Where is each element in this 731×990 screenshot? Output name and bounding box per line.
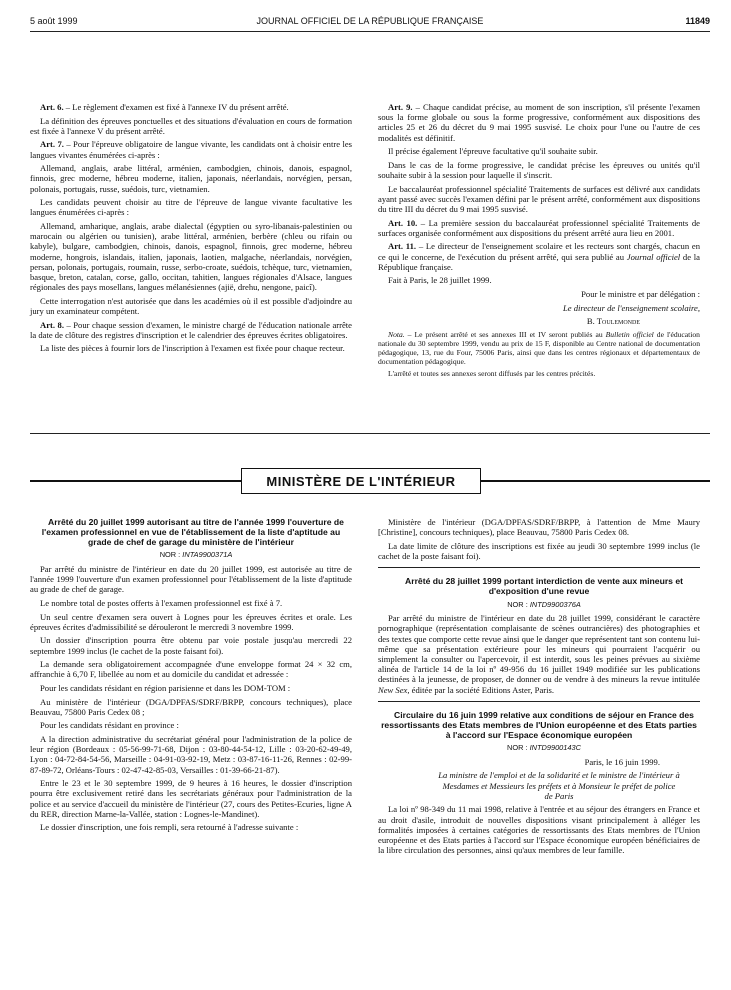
- article-8-heading: Art. 8.: [40, 319, 64, 330]
- article-6-body: – Le règlement d'examen est fixé à l'annexe IV du présent arrêté.: [63, 102, 289, 112]
- header-journal-title: JOURNAL OFFICIEL DE LA RÉPUBLIQUE FRANÇAISE: [256, 16, 484, 26]
- decree-20-july-paragraph-10: Entre le 23 et le 30 septembre 1999, de 9 heures à 16 heures, le dossier d'inscription pourra être exclusivement retiré dans les secrétariats généraux pour l'administration de la police et au service d'accueil du ministère de l'intérieur (27, cours des Petites-Ecuries, ligne A du RER, direction Marne-la-Vallée, station : Lognes-le-Mandinet).: [30, 778, 352, 819]
- article-9-paragraph-4: Le baccalauréat professionnel spécialité Traitements de surfaces est délivré aux candidats ayant passé avec succès l'examen défini par le présent arrêté, conformément aux dispositions du titre III du décret du 9 mai 1995 susvisé.: [378, 183, 700, 214]
- article-9-paragraph-3: Dans le cas de la forme progressive, le candidat précise les épreuves ou unités qu'il souhaite subir à la session pour laquelle il s'inscrit.: [378, 159, 700, 180]
- header-date: 5 août 1999: [30, 16, 78, 26]
- ministry-heading-right-line: [481, 480, 710, 482]
- column-bottom-left: [30, 517, 352, 836]
- page-header: [30, 16, 710, 30]
- article-7-paragraph-5: Cette interrogation n'est autorisée que dans les académies où il est possible d'adjoindre au jury un examinateur compétent.: [30, 295, 352, 316]
- separator-1: [378, 567, 700, 568]
- decree-28-july-text-a: Par arrêté du ministre de l'intérieur en date du 28 juillet 1999, considérant le caractère pornographique (représentation complaisante de scènes outrancières) des photographies et des textes que comporte cette revue ainsi que le danger que représentent tant son contenu lui-même que sa présentation extérieure pour les mineurs qui pourraient l'acquérir ou simplement la consulter ou l'apercevoir, il est interdit, sous les peines prévues au sixième alinéa de l'article 14 de la loi nº 49-956 du 16 juillet 1949 modifiée sur les publications destinées à la jeunesse, de proposer, de donner ou de vendre à des mineurs la revue intitulée: [378, 613, 700, 685]
- circular-paragraph-1: La loi nº 98-349 du 11 mai 1998, relative à l'entrée et au séjour des étrangers en France et au droit d'asile, introduit de nouvelles dispositions visant principalement à alléger les formalités imposées à certaines catégories de ressortissants des Etats membres de l'Union européenne et des Etats parties à l'accord sur l'Espace économique européen bénéficiaires de la libre circulation des personnes, ainsi qu'aux membres de leur famille.: [378, 804, 700, 856]
- decree-20-july-paragraph-5: La demande sera obligatoirement accompagnée d'une enveloppe format 24 × 32 cm, affranchie à 6,70 F, libellée au nom et au domicile du candidat et adressée :: [30, 659, 352, 680]
- article-11-body-b: de la République française.: [378, 251, 700, 272]
- article-9-body: – Chaque candidat précise, au moment de son inscription, s'il présente l'examen sous la forme globale ou sous la forme progressive, conformément aux dispositions des articles 25 et 26 du décret du 9 mai 1995 susvisé. Le choix pour l'une ou l'autre de ces modalités est définitif.: [378, 102, 701, 143]
- nota-text-b: de l'éducation nationale du 30 septembre 1999, vendu au prix de 15 F, disponible au Centre national de documentation pédagogique, 13, rue du Four, 75006 Paris, ainsi que dans les centres régionaux et départementaux de documentation pédagogique.: [378, 329, 700, 366]
- article-6-heading: Art. 6.: [40, 102, 64, 112]
- signature-line-1: Pour le ministre et par délégation :: [581, 288, 700, 299]
- ministry-heading-left-line: [30, 480, 241, 482]
- article-6: [30, 102, 352, 112]
- decree-20-july-paragraph-2: Le nombre total de postes offerts à l'examen professionnel est fixé à 7.: [40, 597, 283, 608]
- nor-label: NOR :: [159, 550, 183, 560]
- article-10-heading: Art. 10.: [388, 217, 418, 228]
- article-7-body: – Pour l'épreuve obligatoire de langue vivante, les candidats ont à choisir entre les langues vivantes énumérées ci-après :: [30, 139, 353, 160]
- nor-label: NOR :: [507, 599, 530, 609]
- article-7-heading: Art. 7.: [40, 139, 64, 150]
- continued-paragraph-2: La date limite de clôture des inscriptions est fixée au jeudi 30 septembre 1999 inclus (le cachet de la poste faisant foi).: [378, 540, 700, 561]
- decree-28-july-text-b: , éditée par la société Editions Aster, Paris.: [407, 684, 555, 695]
- article-11-body-a: – Le directeur de l'enseignement scolaire et les recteurs sont chargés, chacun en ce qui le concerne, de l'exécution du présent arrêté, qui sera publié au: [378, 241, 700, 262]
- column-bottom-right: [378, 517, 700, 859]
- continued-paragraph-1: Ministère de l'intérieur (DGA/DPFAS/SDRF/BRPP, à l'attention de Mme Maury [Christine], concours techniques), place Beauvau, 75800 Paris Cedex 08.: [378, 517, 700, 538]
- decree-20-july-paragraph-8: Pour les candidats résidant en province :: [40, 720, 179, 731]
- article-11: [378, 241, 700, 272]
- article-7-optional-languages: Allemand, amharique, anglais, arabe dialectal (égyptien ou syro-libanais-palestinien ou marocain ou algérien ou tunisien), arabe littéral, arménien, berbère (chleu ou rifain ou kabyle), bulgare, cambodgien, chinois, danois, espagnol, finnois, grec moderne, hébreu moderne, hongrois, islandais, italien, japonais, laotien, malgache, néerlandais, norvégien, persan, polonais, portugais, roumain, russe, serbo-croate, suédois, tchèque, turc, vietnamien, basque, breton, catalan, corse, gallo, occitan, tahitien, langues régionales d'Alsace, langues régionales des pays mosellans, langues mélanésiennes (ajië, drehu, nengone, paicî).: [30, 220, 352, 293]
- nota-heading: Nota.: [388, 329, 405, 339]
- decree-20-july-nor: [30, 550, 352, 560]
- article-11-heading: Art. 11.: [388, 241, 417, 252]
- decree-28-july-paragraph-1: [378, 613, 700, 695]
- circular-16-june-nor: [378, 743, 700, 753]
- decree-28-july-title: Arrêté du 28 juillet 1999 portant interdiction de vente aux mineurs et d'exposition d'une revue: [405, 576, 683, 597]
- nota-paragraph-2: L'arrêté et toutes ses annexes seront diffusés par les centres précités.: [388, 369, 596, 379]
- decree-20-july-paragraph-1: Par arrêté du ministre de l'intérieur en date du 20 juillet 1999, est autorisée au titre de l'année 1999 l'ouverture d'un examen professionnel pour l'établissement de la liste d'aptitude au grade de chef de garage.: [30, 563, 352, 595]
- column-top-right: [378, 102, 700, 382]
- article-9: [378, 102, 700, 143]
- header-page-number: 11849: [685, 16, 710, 26]
- bulletin-officiel-reference: Bulletin officiel: [605, 329, 654, 339]
- nor-code: INTA9900371A: [182, 550, 233, 560]
- decree-20-july-paragraph-4: Un dossier d'inscription pourra être obtenu par voie postale jusqu'au mercredi 22 septembre 1999 inclus (le cachet de la poste faisant foi).: [30, 635, 352, 656]
- decree-20-july-paragraph-9: A la direction administrative du secrétariat général pour l'administration de la police de leur région (Bordeaux : 05-56-99-71-68, Dijon : 03-80-44-54-12, Lille : 03-20-62-49-49, Lyon : 04-72-84-54-56, Marseille : 04-91-03-92-19, Metz : 03-87-16-11-26, Rennes : 02-99-87-89-72, Orléans-Tours : 02-47-42-85-03, Versailles : 01-39-66-21-87).: [30, 733, 352, 775]
- decree-20-july-paragraph-6: Pour les candidats résidant en région parisienne et dans les DOM-TOM :: [40, 682, 291, 693]
- header-rule: [30, 31, 710, 32]
- article-7-paragraph-3: Les candidats peuvent choisir au titre de l'épreuve de langue vivante facultative les langues énumérées ci-après :: [30, 197, 352, 218]
- article-7: [30, 139, 352, 159]
- decree-28-july-nor: [378, 600, 700, 610]
- ministry-heading: [241, 468, 481, 494]
- separator-2: [378, 701, 700, 702]
- article-10-body: – La première session du baccalauréat professionnel spécialité Traitements de surfaces organisée conformément aux dispositions du présent arrêté aura lieu en 2001.: [378, 217, 700, 238]
- article-10: [378, 218, 700, 238]
- article-9-heading: Art. 9.: [388, 102, 413, 112]
- column-top-left: [30, 102, 352, 357]
- nota-text-a: – Le présent arrêté et ses annexes III et IV seront publiés au: [404, 329, 606, 339]
- nor-code: INTD9900143C: [529, 743, 581, 753]
- circular-addressees: La ministre de l'emploi et de la solidarité et le ministre de l'intérieur à Mesdames et Messieurs les préfets et à Monsieur le préfet de police de Paris: [438, 770, 680, 801]
- decree-20-july-paragraph-7: Au ministère de l'intérieur (DGA/DPFAS/SDRF/BRPP, concours techniques), place Beauvau, 75800 Paris Cedex 08 ;: [30, 696, 352, 717]
- decree-20-july-paragraph-3: Un seul centre d'examen sera ouvert à Lognes pour les épreuves écrites et orale. Les épreuves écrites d'admissibilité se dérouleront le mercredi 3 novembre 1999.: [30, 611, 352, 632]
- nota-note: [378, 330, 700, 366]
- section-rule: [30, 433, 710, 434]
- article-8-paragraph-2: La liste des pièces à fournir lors de l'inscription à l'examen est fixée pour chaque recteur.: [40, 343, 345, 354]
- signature-place-date: Fait à Paris, le 28 juillet 1999.: [388, 275, 492, 286]
- signature-line-2: Le directeur de l'enseignement scolaire,: [563, 302, 700, 313]
- article-8: [30, 320, 352, 340]
- article-7-mandatory-languages: Allemand, anglais, arabe littéral, arménien, cambodgien, chinois, danois, espagnol, finnois, grec moderne, hébreu moderne, italien, japonais, néerlandais, norvégien, persan, polonais, portugais, russe, suédois, turc, vietnamien.: [30, 163, 352, 194]
- ministry-heading-text: MINISTÈRE DE L'INTÉRIEUR: [266, 473, 456, 489]
- revue-name: New Sex: [378, 684, 408, 695]
- article-8-body: – Pour chaque session d'examen, le ministre chargé de l'éducation nationale arrête la date de clôture des registres d'inscription et le calendrier des épreuves écrites obligatoires.: [30, 319, 352, 340]
- nor-code: INTD9900376A: [529, 599, 581, 609]
- article-6-paragraph-2: La définition des épreuves ponctuelles et des situations d'évaluation en cours de formation est fixée à l'annexe V du présent arrêté.: [30, 115, 352, 136]
- circular-date: Paris, le 16 juin 1999.: [584, 756, 660, 767]
- journal-officiel-reference: Journal officiel: [626, 251, 681, 262]
- circular-16-june-title: Circulaire du 16 juin 1999 relative aux conditions de séjour en France des ressortissants des Etats membres de l'Union européenne et des Etats parties à l'accord sur l'Espace économique européen: [381, 709, 697, 740]
- decree-20-july-title: Arrêté du 20 juillet 1999 autorisant au titre de l'année 1999 l'ouverture de l'examen professionnel en vue de l'établissement de la liste d'aptitude au grade de chef de garage du ministère de l'intérieur: [41, 517, 344, 547]
- nor-label: NOR :: [507, 743, 530, 753]
- article-9-paragraph-2: Il précise également l'épreuve facultative qu'il souhaite subir.: [388, 146, 598, 157]
- decree-20-july-paragraph-11: Le dossier d'inscription, une fois rempli, sera retourné à l'adresse suivante :: [40, 822, 299, 833]
- signatory-name: B. Toulemonde: [586, 316, 640, 327]
